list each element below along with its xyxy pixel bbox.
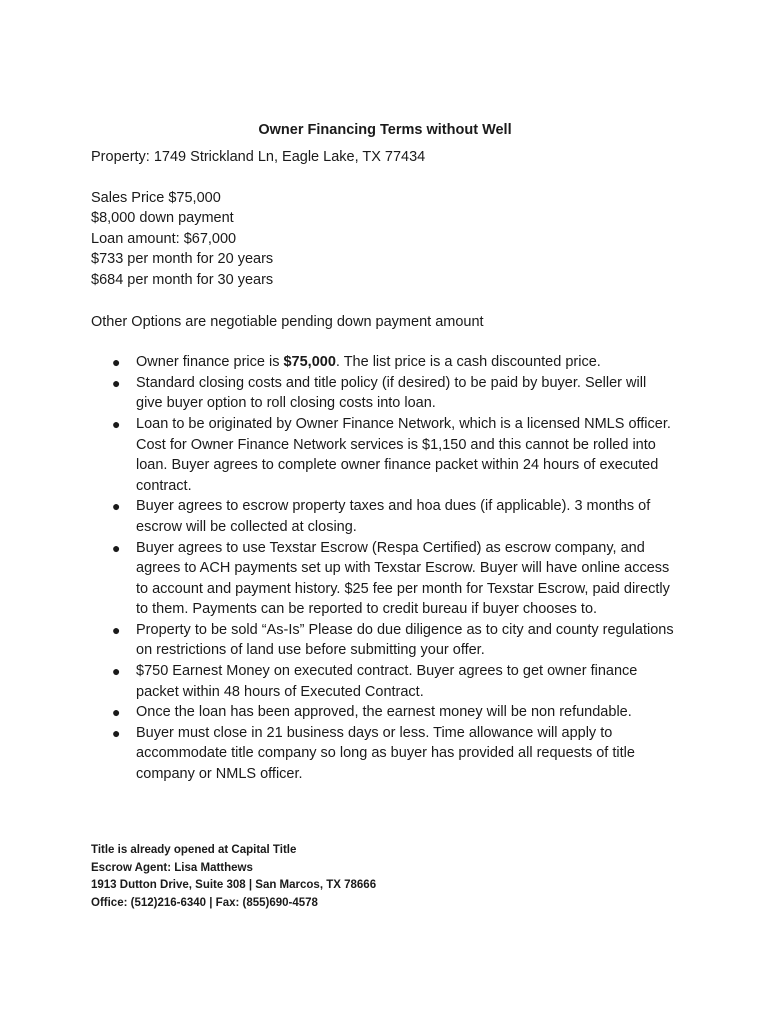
price-line-sales-price: Sales Price $75,000 [91,189,221,206]
term-text: $750 Earnest Money on executed contract. Buyer agrees to get owner finance packet within 48 hours of Executed Contract. [136,663,638,700]
terms-list [91,352,691,784]
footer-agent-line: Escrow Agent: Lisa Matthews [91,861,253,874]
list-item [91,496,676,537]
bullet-icon: ● [112,374,121,391]
property-line: Property: 1749 Strickland Ln, Eagle Lake, TX 77434 [91,149,426,165]
footer-phone-line: Office: (512)216-6340 | Fax: (855)690-4578 [91,896,318,909]
term-text-bold-price: $75,000 [283,354,336,371]
other-options-line: Other Options are negotiable pending down payment amount [91,313,484,330]
footer-address-line: 1913 Dutton Drive, Suite 308 | San Marcos, TX 78666 [91,879,377,892]
term-text-pre: Owner finance price is [136,354,284,371]
bullet-icon: ● [112,621,121,638]
document-title: Owner Financing Terms without Well [258,122,512,138]
title-company-footer [91,842,376,912]
term-text: Loan to be originated by Owner Finance Network, which is a licensed NMLS officer. Cost for Owner Finance Network services is $1,150 and this cannot be rolled into loan. Buyer agrees to complete owner finance packet within 24 hours of executed contract. [136,415,671,494]
bullet-icon: ● [112,498,121,515]
term-text: Once the loan has been approved, the earnest money will be non refundable. [136,704,632,721]
bullet-icon: ● [112,724,121,741]
list-item [91,538,676,620]
bullet-icon: ● [112,663,121,680]
list-item [91,414,676,496]
bullet-icon: ● [112,415,121,432]
term-text: Standard closing costs and title policy (if desired) to be paid by buyer. Seller will give buyer option to roll closing costs into loan. [136,374,647,412]
term-text: Buyer agrees to escrow property taxes and hoa dues (if applicable). 3 months of escrow will be collected at closing. [136,498,651,535]
price-line-20-years: $733 per month for 20 years [91,251,274,268]
bullet-icon: ● [112,704,121,721]
price-line-down-payment: $8,000 down payment [91,210,234,227]
price-line-loan-amount: Loan amount: $67,000 [91,230,237,247]
list-item [91,702,676,723]
term-text: Buyer agrees to use Texstar Escrow (Respa Certified) as escrow company, and agrees to ACH payments set up with Texstar Escrow. Buyer will have online access to account and payment history. $25 fee per month for Texstar Escrow, paid directly to them. Payments can be reported to credit bureau if buyer chooses to. [136,539,670,618]
term-text-post: . The list price is a cash discounted price. [335,354,601,371]
bullet-icon: ● [112,539,121,556]
list-item [91,620,676,661]
list-item [91,352,676,373]
list-item [91,723,676,785]
term-text: Buyer must close in 21 business days or less. Time allowance will apply to accommodate title company so long as buyer has provided all requests of title company or NMLS officer. [136,724,635,783]
footer-title-line: Title is already opened at Capital Title [91,844,297,856]
list-item [91,373,676,414]
document-body [91,147,691,785]
price-line-30-years: $684 per month for 30 years [91,271,274,288]
term-text: Property to be sold “As-Is” Please do due diligence as to city and county regulations on restrictions of land use before submitting your offer. [136,621,674,659]
bullet-icon: ● [112,354,121,371]
list-item [91,661,676,702]
